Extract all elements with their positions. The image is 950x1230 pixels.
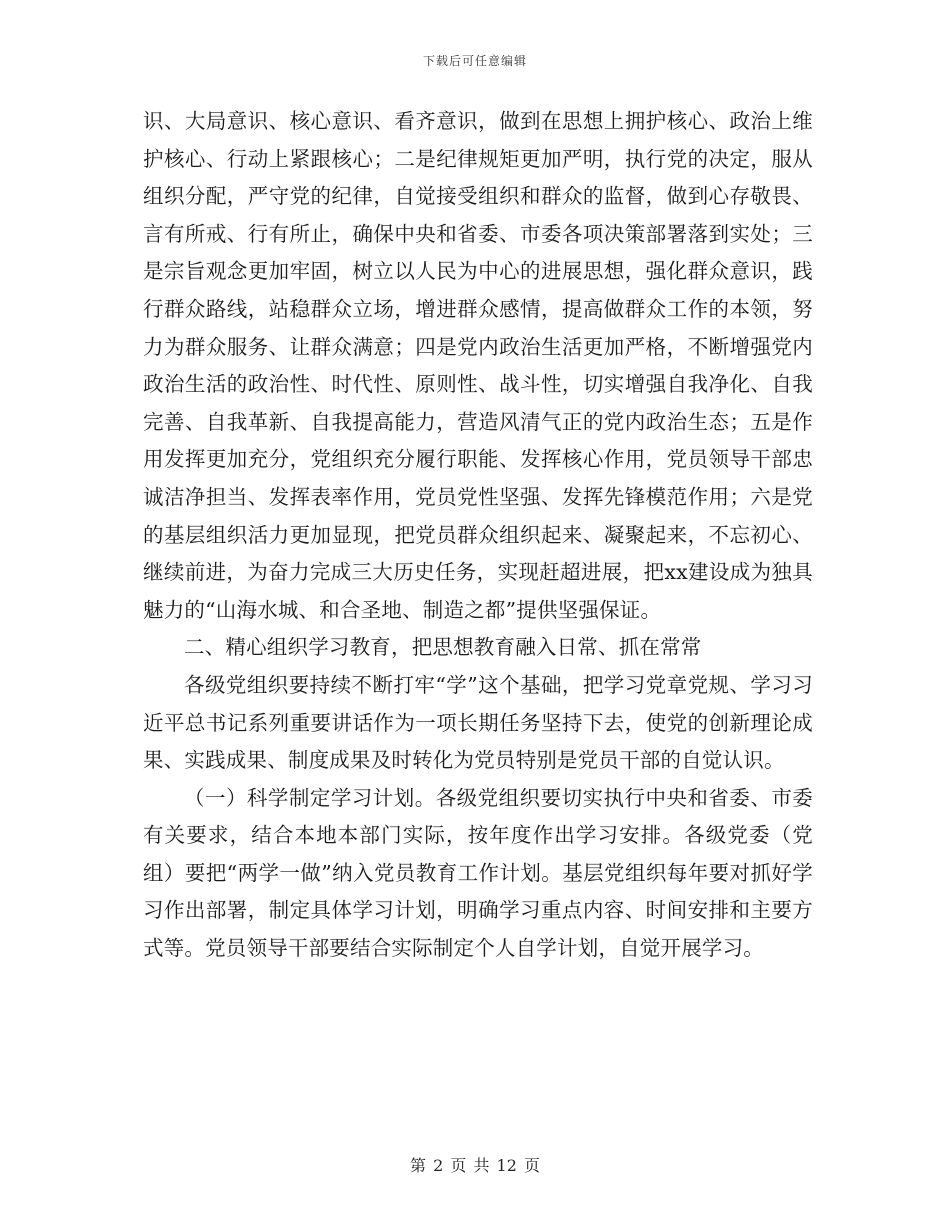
- document-body: [143, 103, 813, 968]
- page-number: 第 2 页 共 12 页: [410, 1156, 540, 1175]
- page-header-note: 下载后可任意编辑: [422, 54, 527, 68]
- paragraph-study-plan: （一）科学制定学习计划。各级党组织要切实执行中央和省委、市委有关要求，结合本地本部门实际，按年度作出学习安排。各级党委（党组）要把“两学一做”纳入党员教育工作计划。基层党组织每年要对抓好学习作出部署，制定具体学习计划，明确学习重点内容、时间安排和主要方式等。党员领导干部要结合实际制定个人自学计划，自觉开展学习。: [143, 785, 813, 961]
- paragraph-continuation: 识、大局意识、核心意识、看齐意识，做到在思想上拥护核心、政治上维护核心、行动上紧跟核心；二是纪律规矩更加严明，执行党的决定，服从组织分配，严守党的纪律，自觉接受组织和群众的监督，做到心存敬畏、言有所戒、行有所止，确保中央和省委、市委各项决策部署落到实处；三是宗旨观念更加牢固，树立以人民为中心的进展思想，强化群众意识，践行群众路线，站稳群众立场，增进群众感情，提高做群众工作的本领，努力为群众服务、让群众满意；四是党内政治生活更加严格，不断增强党内政治生活的政治性、时代性、原则性、战斗性，切实增强自我净化、自我完善、自我革新、自我提高能力，营造风清气正的党内政治生态；五是作用发挥更加充分，党组织充分履行职能、发挥核心作用，党员领导干部忠诚洁净担当、发挥表率作用，党员党性坚强、发挥先锋模范作用；六是党的基层组织活力更加显现，把党员群众组织起来、凝聚起来，不忘初心、继续前进，为奋力完成三大历史任务，实现赶超进展，把xx建设成为独具魅力的“山海水城、和合圣地、制造之都”提供坚强保证。: [143, 109, 813, 622]
- paragraph-study-foundation: 各级党组织要持续不断打牢“学”这个基础，把学习党章党规、学习习近平总书记系列重要讲话作为一项长期任务坚持下去，使党的创新理论成果、实践成果、制度成果及时转化为党员特别是党员干部的自觉认识。: [143, 672, 813, 773]
- section-heading-two: 二、精心组织学习教育，把思想教育融入日常、抓在常常: [184, 635, 702, 660]
